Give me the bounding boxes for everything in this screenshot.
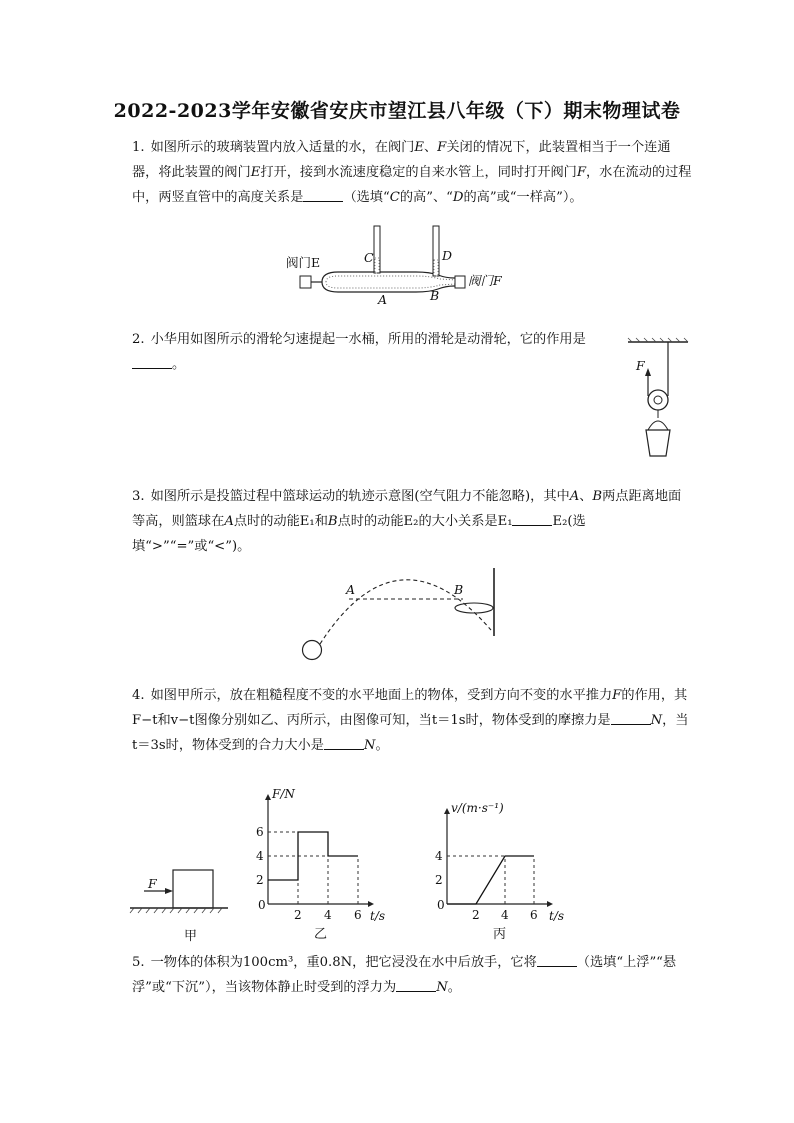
pulley-figure [620, 338, 700, 463]
x-tick-label: 2 [294, 908, 302, 922]
connected-vessel-figure [280, 218, 520, 308]
point-b-label: B [454, 582, 464, 597]
answer-blank[interactable] [303, 187, 343, 202]
question-1: 1. 如图所示的玻璃装置内放入适量的水，在阀门E、F关闭的情况下，此装置相当于一个连通器，将此装置的阀门E打开，接到水流速度稳定的自来水管上，同时打开阀门F，水在流动的过程中，两竖直管中的高度关系是 （选填“C的高”、“D的高”或“一样高”）。 [132, 135, 692, 210]
valve-e-label: 阀门E [286, 255, 321, 270]
x-tick-label: 6 [530, 908, 538, 922]
force-label: F [636, 358, 645, 373]
bucket [646, 430, 670, 456]
y-tick-label: 4 [435, 849, 443, 863]
force-label: F [148, 876, 157, 891]
question-5: 5. 一物体的体积为100cm³，重0.8N，把它浸没在水中后放手，它将 （选填“上浮”“悬浮”或“下沉”），当该物体静止时受到的浮力为 N。 [132, 950, 692, 1000]
answer-blank[interactable] [611, 710, 651, 725]
y-tick-label: 6 [256, 825, 264, 839]
question-number: 5. [132, 955, 145, 970]
answer-blank[interactable] [396, 977, 436, 992]
x-tick-label: 6 [354, 908, 362, 922]
x-axis-label: t/s [549, 909, 565, 923]
vt-chart [425, 802, 585, 942]
label-a: A [378, 292, 388, 307]
valve-f [455, 276, 465, 288]
answer-blank[interactable] [512, 511, 552, 526]
answer-blank[interactable] [132, 354, 172, 369]
valve-f-label: 阀门F [468, 273, 502, 288]
x-axis-label: t/s [370, 909, 386, 923]
hoop [455, 603, 493, 613]
x-axis-arrow [547, 901, 553, 907]
answer-blank[interactable] [537, 952, 577, 967]
data-series-line [447, 856, 534, 904]
label-c: C [364, 250, 374, 265]
block [173, 870, 213, 908]
y-axis-label: F/N [272, 787, 295, 801]
y-tick-label: 2 [435, 873, 443, 887]
ft-chart [250, 787, 410, 942]
question-3: 3. 如图所示是投篮过程中篮球运动的轨迹示意图(空气阻力不能忽略)，其中A、B两点距离地面等高，则篮球在A点时的动能E₁和B点时的动能E₂的大小关系是E₁ E₂(选填“>”“=”或“<”)。 [132, 484, 692, 559]
label-d: D [442, 248, 453, 263]
x-tick-label: 2 [472, 908, 480, 922]
paper-title: 2022-2023学年安徽省安庆市望江县八年级（下）期末物理试卷 [113, 100, 681, 122]
answer-blank[interactable] [324, 735, 364, 750]
question-2: 2. 小华用如图所示的滑轮匀速提起一水桶，所用的滑轮是动滑轮，它的作用是。 [132, 327, 612, 377]
question-number: 1. [132, 140, 145, 155]
x-tick-label: 4 [324, 908, 332, 922]
chart-caption: 乙 [314, 927, 328, 942]
question-4: 4. 如图甲所示，放在粗糙程度不变的水平地面上的物体，受到方向不变的水平推力F的作用，其F−t和v−t图像分别如乙、丙所示，由图像可知，当t＝1s时，物体受到的摩擦力是 N，当t＝3s时，物体受到的合力大小是 N。 [132, 683, 692, 758]
x-axis-arrow [368, 901, 374, 907]
y-tick-label: 4 [256, 849, 264, 863]
question-number: 3. [132, 489, 145, 504]
y-axis-label: v/(m·s⁻¹) [451, 801, 504, 815]
x-tick-label: 4 [501, 908, 509, 922]
y-axis-arrow [265, 794, 271, 800]
y-tick-label: 2 [256, 873, 264, 887]
origin-label: 0 [437, 898, 445, 912]
point-a-label: A [346, 582, 356, 597]
chart-caption: 丙 [493, 927, 507, 942]
y-axis-arrow [444, 808, 450, 814]
valve-e [300, 276, 311, 288]
caption-jia: 甲 [184, 929, 198, 944]
label-b: B [430, 288, 440, 303]
question-number: 2. [132, 332, 145, 347]
origin-label: 0 [258, 898, 266, 912]
force-arrow [645, 368, 651, 376]
basketball-trajectory-figure [295, 568, 505, 663]
basketball [303, 641, 322, 660]
figure-jia [128, 862, 233, 942]
question-number: 4. [132, 688, 145, 703]
